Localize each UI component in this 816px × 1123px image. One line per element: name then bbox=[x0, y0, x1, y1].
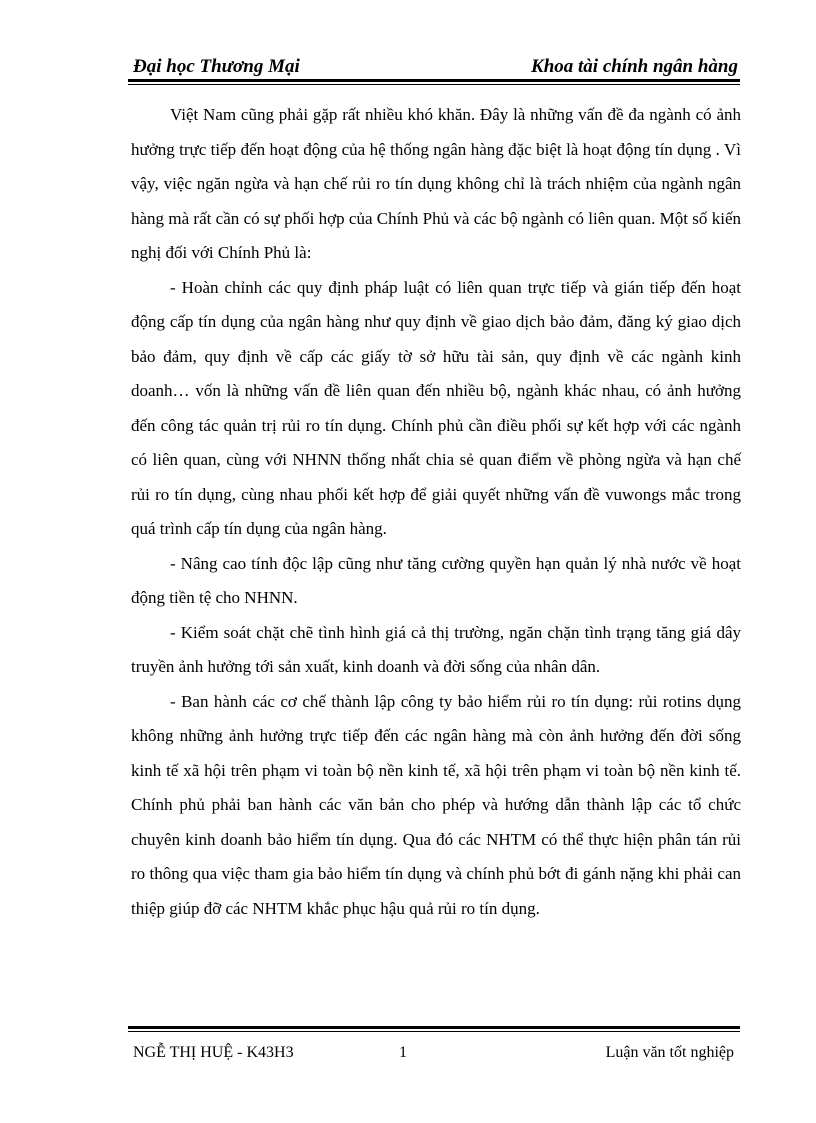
document-body bbox=[131, 98, 741, 926]
page-number: 1 bbox=[399, 1044, 407, 1061]
paragraph: - Hoàn chỉnh các quy định pháp luật có liên quan trực tiếp và gián tiếp đến hoạt động cấp tín dụng của ngân hàng như quy định về giao dịch bảo đảm, đăng ký giao dịch bảo đảm, quy định về cấp các giấy tờ sở hữu tài sản, quy định về các ngành kinh doanh… vốn là những vấn đề liên quan đến nhiều bộ, ngành khác nhau, có ảnh hưởng đến công tác quản trị rủi ro tín dụng. Chính phủ cần điều phối sự kết hợp với các ngành có liên quan, cùng với NHNN thống nhất chia sẻ quan điểm về phòng ngừa và hạn chế rủi ro tín dụng, cùng nhau phối kết hợp để giải quyết những vấn đề vuwongs mắc trong quá trình cấp tín dụng của ngân hàng. bbox=[131, 277, 741, 538]
paragraph: - Kiểm soát chặt chẽ tình hình giá cả thị trường, ngăn chặn tình trạng tăng giá dây truyền ảnh hưởng tới sản xuất, kinh doanh và đời sống của nhân dân. bbox=[131, 622, 741, 676]
footer-rule-thick bbox=[128, 1026, 740, 1029]
header-rule-thick bbox=[128, 79, 740, 82]
header-faculty: Khoa tài chính ngân hàng bbox=[531, 56, 738, 77]
paragraph: Việt Nam cũng phải gặp rất nhiều khó khăn. Đây là những vấn đề đa ngành có ảnh hưởng trực tiếp đến hoạt động của hệ thống ngân hàng đặc biệt là hoạt động tín dụng . Vì vậy, việc ngăn ngừa và hạn chế rủi ro tín dụng không chỉ là trách nhiệm của ngành ngân hàng mà rất cần có sự phối hợp của Chính Phủ và các bộ ngành có liên quan. Một số kiến nghị đối với Chính Phủ là: bbox=[131, 105, 741, 262]
paragraph: - Nâng cao tính độc lập cũng như tăng cường quyền hạn quản lý nhà nước về hoạt động tiền tệ cho NHNN. bbox=[131, 553, 741, 607]
header-rule-thin bbox=[128, 84, 740, 85]
footer-rule-thin bbox=[128, 1031, 740, 1032]
paragraph: - Ban hành các cơ chế thành lập công ty bảo hiểm rủi ro tín dụng: rủi rotins dụng không những ảnh hưởng trực tiếp đến các ngân hàng mà còn ảnh hưởng đến đời sống kinh tế xã hội trên phạm vi toàn bộ nền kinh tế, xã hội trên phạm vi toàn bộ nền kinh tế. Chính phủ phải ban hành các văn bản cho phép và hướng dẫn thành lập các tổ chức chuyên kinh doanh bảo hiểm tín dụng. Qua đó các NHTM có thể thực hiện phân tán rủi ro thông qua việc tham gia bảo hiểm tín dụng và chính phủ bớt đi gánh nặng khi phải can thiệp giúp đỡ các NHTM khắc phục hậu quả rủi ro tín dụng. bbox=[131, 691, 741, 918]
footer-author: NGỄ THỊ HUỆ - K43H3 bbox=[133, 1044, 294, 1061]
page-header bbox=[133, 52, 738, 78]
page-footer bbox=[133, 1044, 734, 1066]
header-university: Đại học Thương Mại bbox=[133, 56, 300, 77]
footer-doc-type: Luận văn tốt nghiệp bbox=[605, 1044, 734, 1061]
